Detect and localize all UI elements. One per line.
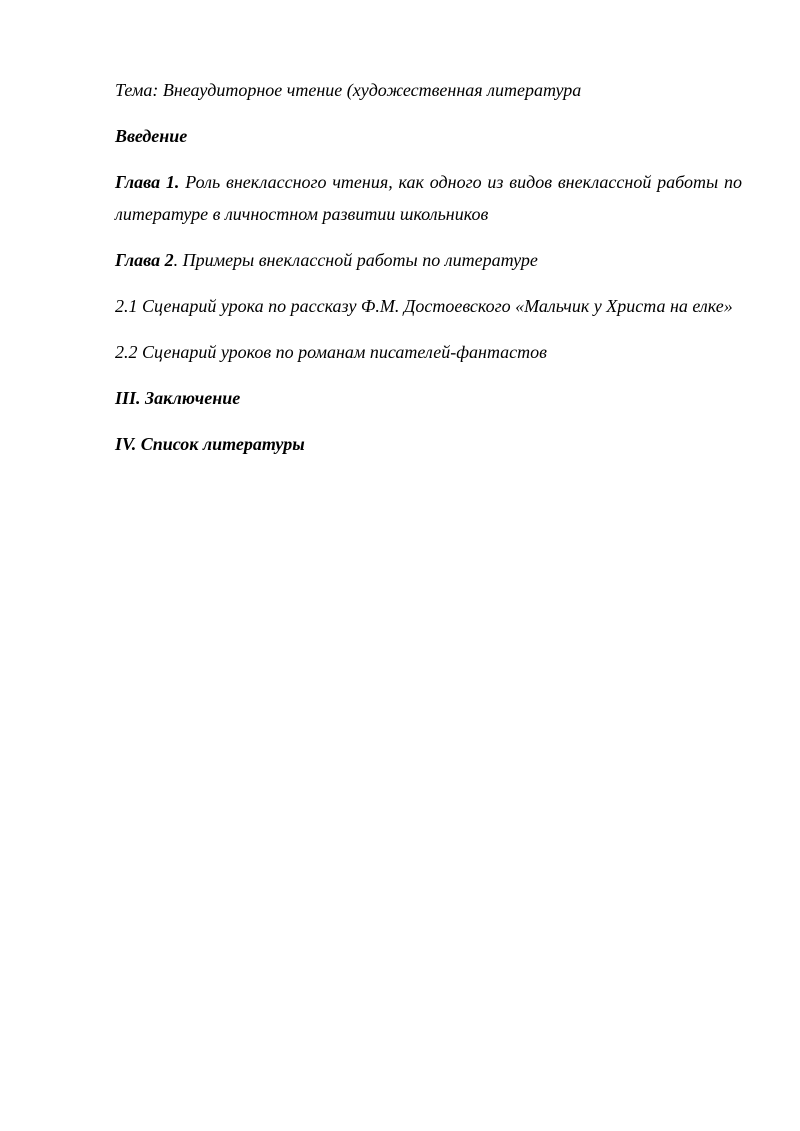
section-2-1-entry: 2.1 Сценарий урока по рассказу Ф.М. Достоевского «Мальчик у Христа на елке» xyxy=(115,296,733,316)
chapter-1-label: Глава 1. xyxy=(115,172,180,192)
conclusion-heading: III. Заключение xyxy=(115,388,241,408)
chapter-2-entry xyxy=(115,244,742,276)
table-of-contents xyxy=(115,74,742,474)
chapter-1-entry xyxy=(115,166,742,230)
chapter-2-title: . Примеры внеклассной работы по литературе xyxy=(173,250,538,270)
section-2-2-entry: 2.2 Сценарий уроков по романам писателей-фантастов xyxy=(115,342,547,362)
chapter-2-label: Глава 2 xyxy=(115,250,174,270)
chapter-1-title: Роль внеклассного чтения, как одного из видов внеклассной работы по литературе в личностном развитии школьников xyxy=(115,172,742,224)
topic-line: Тема: Внеаудиторное чтение (художественная литература xyxy=(115,80,582,100)
references-heading: IV. Список литературы xyxy=(115,434,305,454)
intro-heading: Введение xyxy=(115,126,188,146)
